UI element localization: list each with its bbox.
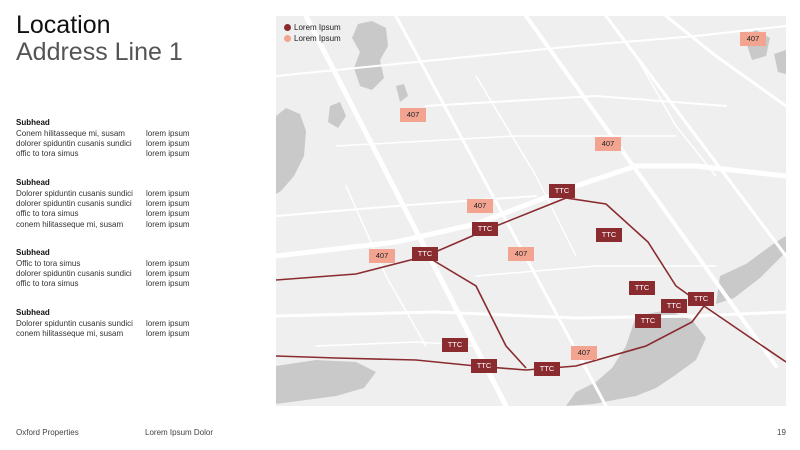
highway-marker[interactable]: 407 xyxy=(400,108,426,122)
info-section-1 xyxy=(16,118,256,160)
transit-station[interactable]: TTC xyxy=(442,338,468,352)
row-value: lorem ipsum xyxy=(146,259,190,268)
row-label: conem hilitasseque mi, susam xyxy=(16,219,124,229)
highway-marker[interactable]: 407 xyxy=(571,346,597,360)
info-row xyxy=(16,329,256,339)
info-row xyxy=(16,129,256,139)
legend-label: Lorem Ipsum xyxy=(294,23,341,32)
transit-station[interactable]: TTC xyxy=(471,359,497,373)
info-row xyxy=(16,139,256,149)
map-background xyxy=(276,16,786,406)
info-row xyxy=(16,220,256,230)
info-row xyxy=(16,319,256,329)
footer-tagline: Lorem Ipsum Dolor xyxy=(145,428,214,437)
row-value: lorem ipsum xyxy=(146,139,190,149)
transit-station[interactable]: TTC xyxy=(596,228,622,242)
row-value: lorem ipsum xyxy=(146,279,190,289)
row-label: Conem hilitasseque mi, susam xyxy=(16,129,125,138)
road-network xyxy=(276,16,786,406)
info-row xyxy=(16,199,256,209)
water-areas xyxy=(276,21,786,406)
row-value: lorem ipsum xyxy=(146,189,190,198)
info-row xyxy=(16,189,256,199)
row-label: offic to tora simus xyxy=(16,149,79,159)
highway-marker[interactable]: 407 xyxy=(595,137,621,151)
row-label: dolorer spiduntin cusanis sundici xyxy=(16,199,132,209)
row-value: lorem ipsum xyxy=(146,269,190,279)
info-row xyxy=(16,149,256,159)
legend-dot-icon xyxy=(284,24,291,31)
section-subhead: Subhead xyxy=(16,248,50,257)
page-title: Location xyxy=(16,11,111,39)
info-section-4 xyxy=(16,308,256,339)
row-label: Offic to tora simus xyxy=(16,259,81,268)
info-row xyxy=(16,209,256,219)
transit-station[interactable]: TTC xyxy=(472,222,498,236)
row-value: lorem ipsum xyxy=(146,129,190,138)
legend-item-transit xyxy=(284,22,341,33)
info-row xyxy=(16,279,256,289)
row-label: conem hilitasseque mi, susam xyxy=(16,329,124,339)
row-label: Dolorer spiduntin cusanis sundici xyxy=(16,189,133,198)
legend-item-highway xyxy=(284,33,341,44)
transit-station[interactable]: TTC xyxy=(629,281,655,295)
highway-marker[interactable]: 407 xyxy=(740,32,766,46)
row-label: dolorer spiduntin cusanis sundici xyxy=(16,269,132,279)
row-value: lorem ipsum xyxy=(146,209,190,219)
row-value: lorem ipsum xyxy=(146,329,190,339)
section-subhead: Subhead xyxy=(16,118,50,127)
highway-marker[interactable]: 407 xyxy=(467,199,493,213)
map-legend xyxy=(284,22,341,44)
page-number: 19 xyxy=(777,428,786,437)
transit-station[interactable]: TTC xyxy=(534,362,560,376)
transit-station[interactable]: TTC xyxy=(549,184,575,198)
info-section-2 xyxy=(16,178,256,230)
transit-station[interactable]: TTC xyxy=(661,299,687,313)
footer-company: Oxford Properties xyxy=(16,428,79,437)
legend-dot-icon xyxy=(284,35,291,42)
row-label: dolorer spiduntin cusanis sundici xyxy=(16,139,132,149)
section-subhead: Subhead xyxy=(16,178,50,187)
location-map[interactable] xyxy=(276,16,786,406)
row-value: lorem ipsum xyxy=(146,149,190,159)
page-subtitle: Address Line 1 xyxy=(16,38,183,66)
transit-station[interactable]: TTC xyxy=(635,314,661,328)
legend-label: Lorem Ipsum xyxy=(294,34,341,43)
section-subhead: Subhead xyxy=(16,308,50,317)
info-row xyxy=(16,269,256,279)
highway-marker[interactable]: 407 xyxy=(369,249,395,263)
row-label: Dolorer spiduntin cusanis sundici xyxy=(16,319,133,328)
info-section-3 xyxy=(16,248,256,290)
highway-marker[interactable]: 407 xyxy=(508,247,534,261)
row-value: lorem ipsum xyxy=(146,319,190,328)
row-value: lorem ipsum xyxy=(146,199,190,209)
transit-station[interactable]: TTC xyxy=(688,292,714,306)
info-row xyxy=(16,259,256,269)
transit-station[interactable]: TTC xyxy=(412,247,438,261)
row-label: offic to tora simus xyxy=(16,209,79,219)
row-value: lorem ipsum xyxy=(146,219,190,229)
row-label: offic to tora simus xyxy=(16,279,79,289)
